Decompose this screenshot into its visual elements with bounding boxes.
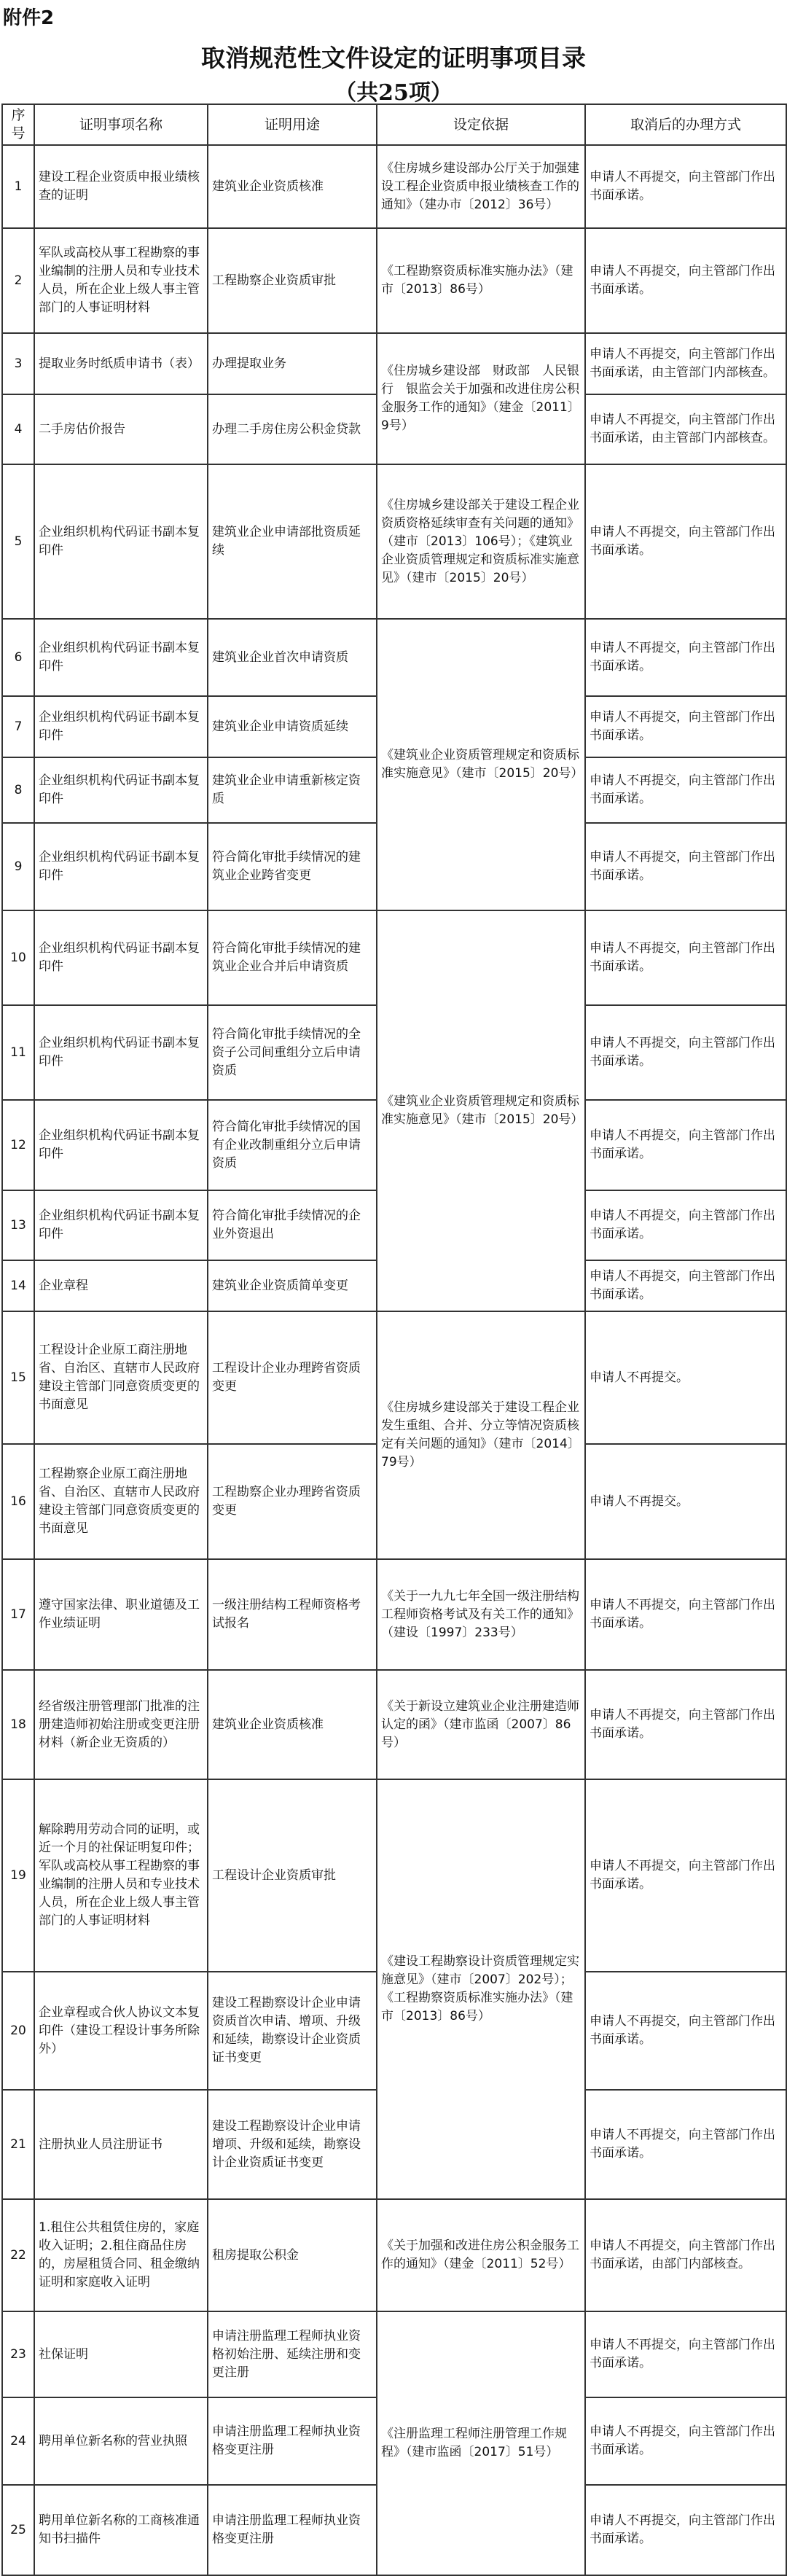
row-method: 申请人不再提交，向主管部门作出书面承诺。	[585, 1972, 786, 2090]
row-name: 注册执业人员注册证书	[34, 2090, 208, 2199]
row-no: 6	[2, 619, 34, 696]
row-name: 企业组织机构代码证书副本复印件	[34, 1005, 208, 1100]
row-name: 企业章程	[34, 1260, 208, 1311]
table-row	[2, 910, 786, 1005]
row-no: 19	[2, 1779, 34, 1972]
row-method: 申请人不再提交，向主管部门作出书面承诺。	[585, 757, 786, 823]
row-no: 10	[2, 910, 34, 1005]
row-use: 建筑业企业申请部批资质延续	[208, 464, 377, 619]
row-basis: 《关于新设立建筑业企业注册建造师认定的函》（建市监函〔2007〕86号）	[377, 1670, 585, 1779]
row-basis: 《注册监理工程师注册管理工作规程》（建市监函〔2017〕51号）	[377, 2311, 585, 2575]
row-name: 遵守国家法律、职业道德及工作业绩证明	[34, 1559, 208, 1670]
row-no: 17	[2, 1559, 34, 1670]
row-use: 工程设计企业办理跨省资质变更	[208, 1311, 377, 1444]
row-method: 申请人不再提交，向主管部门作出书面承诺。	[585, 228, 786, 333]
row-use: 申请注册监理工程师执业资格变更注册	[208, 2397, 377, 2485]
row-no: 9	[2, 823, 34, 910]
row-use: 办理提取业务	[208, 333, 377, 394]
table-row	[2, 228, 786, 333]
row-use: 符合简化审批手续情况的全资子公司间重组分立后申请资质	[208, 1005, 377, 1100]
row-method: 申请人不再提交，向主管部门作出书面承诺。	[585, 1190, 786, 1260]
row-name: 提取业务时纸质申请书（表）	[34, 333, 208, 394]
row-basis: 《建筑业企业资质管理规定和资质标准实施意见》（建市〔2015〕20号）	[377, 910, 585, 1311]
row-method: 申请人不再提交，向主管部门作出书面承诺。	[585, 910, 786, 1005]
table-row	[2, 333, 786, 394]
table-row	[2, 1670, 786, 1779]
row-basis: 《工程勘察资质标准实施办法》（建市〔2013〕86号）	[377, 228, 585, 333]
row-name: 聘用单位新名称的工商核准通知书扫描件	[34, 2485, 208, 2575]
row-method: 申请人不再提交，向主管部门作出书面承诺。	[585, 2311, 786, 2397]
row-basis: 《建设工程勘察设计资质管理规定实施意见》（建市〔2007〕202号）；《工程勘察资质标准实施办法》（建市〔2013〕86号）	[377, 1779, 585, 2199]
row-use: 建筑业企业资质核准	[208, 1670, 377, 1779]
row-method: 申请人不再提交，向主管部门作出书面承诺。	[585, 1559, 786, 1670]
row-use: 一级注册结构工程师资格考试报名	[208, 1559, 377, 1670]
row-method: 申请人不再提交，向主管部门作出书面承诺。	[585, 619, 786, 696]
row-name: 工程设计企业原工商注册地省、自治区、直辖市人民政府建设主管部门同意资质变更的书面意见	[34, 1311, 208, 1444]
row-use: 符合简化审批手续情况的企业外资退出	[208, 1190, 377, 1260]
row-use: 建筑业企业申请资质延续	[208, 696, 377, 757]
row-no: 13	[2, 1190, 34, 1260]
header-name: 证明事项名称	[34, 104, 208, 145]
row-no: 18	[2, 1670, 34, 1779]
row-no: 23	[2, 2311, 34, 2397]
row-no: 12	[2, 1100, 34, 1190]
row-method: 申请人不再提交，向主管部门作出书面承诺。	[585, 1005, 786, 1100]
row-basis: 《住房城乡建设部办公厅关于加强建设工程企业资质申报业绩核查工作的通知》（建办市〔2012〕36号）	[377, 145, 585, 228]
table-row	[2, 1779, 786, 1972]
row-name: 1.租住公共租赁住房的，家庭收入证明；2.租住商品住房的，房屋租赁合同、租金缴纳证明和家庭收入证明	[34, 2199, 208, 2311]
row-name: 二手房估价报告	[34, 394, 208, 464]
row-method: 申请人不再提交，向主管部门作出书面承诺，由主管部门内部核查。	[585, 333, 786, 394]
row-basis: 《住房城乡建设部关于建设工程企业资质资格延续审查有关问题的通知》（建市〔2013〕106号）；《建筑业企业资质管理规定和资质标准实施意见》（建市〔2015〕20号）	[377, 464, 585, 619]
table-row	[2, 145, 786, 228]
row-basis: 《建筑业企业资质管理规定和资质标准实施意见》（建市〔2015〕20号）	[377, 619, 585, 910]
row-no: 7	[2, 696, 34, 757]
row-method: 申请人不再提交，向主管部门作出书面承诺。	[585, 1100, 786, 1190]
row-no: 1	[2, 145, 34, 228]
row-no: 22	[2, 2199, 34, 2311]
row-name: 企业组织机构代码证书副本复印件	[34, 464, 208, 619]
header-no: 序号	[2, 104, 34, 145]
row-use: 建设工程勘察设计企业申请资质首次申请、增项、升级和延续，勘察设计企业资质证书变更	[208, 1972, 377, 2090]
row-method: 申请人不再提交，向主管部门作出书面承诺。	[585, 696, 786, 757]
row-method: 申请人不再提交，向主管部门作出书面承诺。	[585, 823, 786, 910]
row-name: 企业组织机构代码证书副本复印件	[34, 757, 208, 823]
row-use: 租房提取公积金	[208, 2199, 377, 2311]
row-name: 企业组织机构代码证书副本复印件	[34, 1190, 208, 1260]
row-name: 企业组织机构代码证书副本复印件	[34, 696, 208, 757]
header-use: 证明用途	[208, 104, 377, 145]
attachment-label: 附件2	[3, 7, 55, 29]
table-row	[2, 1559, 786, 1670]
row-use: 申请注册监理工程师执业资格初始注册、延续注册和变更注册	[208, 2311, 377, 2397]
header-basis: 设定依据	[377, 104, 585, 145]
row-name: 解除聘用劳动合同的证明，或近一个月的社保证明复印件；军队或高校从事工程勘察的事业编制的注册人员和专业技术人员，所在企业上级人事主管部门的人事证明材料	[34, 1779, 208, 1972]
row-name: 企业组织机构代码证书副本复印件	[34, 823, 208, 910]
row-no: 14	[2, 1260, 34, 1311]
row-use: 工程勘察企业资质审批	[208, 228, 377, 333]
row-name: 企业组织机构代码证书副本复印件	[34, 619, 208, 696]
table-row	[2, 1311, 786, 1444]
row-no: 11	[2, 1005, 34, 1100]
row-use: 符合简化审批手续情况的建筑业企业跨省变更	[208, 823, 377, 910]
row-name: 工程勘察企业原工商注册地省、自治区、直辖市人民政府建设主管部门同意资质变更的书面意见	[34, 1444, 208, 1559]
row-method: 申请人不再提交。	[585, 1311, 786, 1444]
row-basis: 《关于加强和改进住房公积金服务工作的通知》（建金〔2011〕52号）	[377, 2199, 585, 2311]
table-row	[2, 619, 786, 696]
row-use: 建筑业企业申请重新核定资质	[208, 757, 377, 823]
row-use: 办理二手房住房公积金贷款	[208, 394, 377, 464]
row-method: 申请人不再提交，向主管部门作出书面承诺，由部门内部核查。	[585, 2199, 786, 2311]
row-use: 建筑业企业资质简单变更	[208, 1260, 377, 1311]
row-name: 经省级注册管理部门批准的注册建造师初始注册或变更注册材料（新企业无资质的）	[34, 1670, 208, 1779]
row-no: 24	[2, 2397, 34, 2485]
row-basis: 《关于一九九七年全国一级注册结构工程师资格考试及有关工作的通知》（建设〔1997〕233号）	[377, 1559, 585, 1670]
table-row	[2, 464, 786, 619]
row-method: 申请人不再提交，向主管部门作出书面承诺。	[585, 1779, 786, 1972]
row-use: 工程设计企业资质审批	[208, 1779, 377, 1972]
row-no: 15	[2, 1311, 34, 1444]
row-use: 建筑业企业资质核准	[208, 145, 377, 228]
row-no: 8	[2, 757, 34, 823]
table-row	[2, 2199, 786, 2311]
row-method: 申请人不再提交，向主管部门作出书面承诺。	[585, 1670, 786, 1779]
row-use: 工程勘察企业办理跨省资质变更	[208, 1444, 377, 1559]
table-row	[2, 2311, 786, 2397]
row-no: 21	[2, 2090, 34, 2199]
row-no: 3	[2, 333, 34, 394]
row-name: 企业组织机构代码证书副本复印件	[34, 910, 208, 1005]
row-no: 5	[2, 464, 34, 619]
row-method: 申请人不再提交，向主管部门作出书面承诺。	[585, 2090, 786, 2199]
certificate-table	[1, 104, 787, 2576]
row-use: 申请注册监理工程师执业资格变更注册	[208, 2485, 377, 2575]
row-no: 2	[2, 228, 34, 333]
row-basis: 《住房城乡建设部关于建设工程企业发生重组、合并、分立等情况资质核定有关问题的通知》（建市〔2014〕79号）	[377, 1311, 585, 1559]
row-basis: 《住房城乡建设部 财政部 人民银行 银监会关于加强和改进住房公积金服务工作的通知》（建金〔2011〕9号）	[377, 333, 585, 464]
row-use: 建设工程勘察设计企业申请增项、升级和延续，勘察设计企业资质证书变更	[208, 2090, 377, 2199]
row-no: 4	[2, 394, 34, 464]
row-method: 申请人不再提交，向主管部门作出书面承诺。	[585, 464, 786, 619]
row-name: 建设工程企业资质申报业绩核查的证明	[34, 145, 208, 228]
row-use: 建筑业企业首次申请资质	[208, 619, 377, 696]
row-method: 申请人不再提交，向主管部门作出书面承诺。	[585, 2485, 786, 2575]
row-method: 申请人不再提交，向主管部门作出书面承诺，由主管部门内部核查。	[585, 394, 786, 464]
row-method: 申请人不再提交，向主管部门作出书面承诺。	[585, 1260, 786, 1311]
row-use: 符合简化审批手续情况的国有企业改制重组分立后申请资质	[208, 1100, 377, 1190]
row-no: 20	[2, 1972, 34, 2090]
table-header-row	[2, 104, 786, 145]
row-no: 16	[2, 1444, 34, 1559]
row-name: 聘用单位新名称的营业执照	[34, 2397, 208, 2485]
row-method: 申请人不再提交，向主管部门作出书面承诺。	[585, 2397, 786, 2485]
row-method: 申请人不再提交，向主管部门作出书面承诺。	[585, 145, 786, 228]
row-name: 军队或高校从事工程勘察的事业编制的注册人员和专业技术人员，所在企业上级人事主管部门的人事证明材料	[34, 228, 208, 333]
row-method: 申请人不再提交。	[585, 1444, 786, 1559]
row-name: 社保证明	[34, 2311, 208, 2397]
header-method: 取消后的办理方式	[585, 104, 786, 145]
page-subtitle: （共25项）	[334, 80, 453, 106]
row-use: 符合简化审批手续情况的建筑业企业合并后申请资质	[208, 910, 377, 1005]
row-name: 企业组织机构代码证书副本复印件	[34, 1100, 208, 1190]
row-no: 25	[2, 2485, 34, 2575]
row-name: 企业章程或合伙人协议文本复印件（建设工程设计事务所除外）	[34, 1972, 208, 2090]
page-title: 取消规范性文件设定的证明事项目录	[201, 44, 586, 72]
